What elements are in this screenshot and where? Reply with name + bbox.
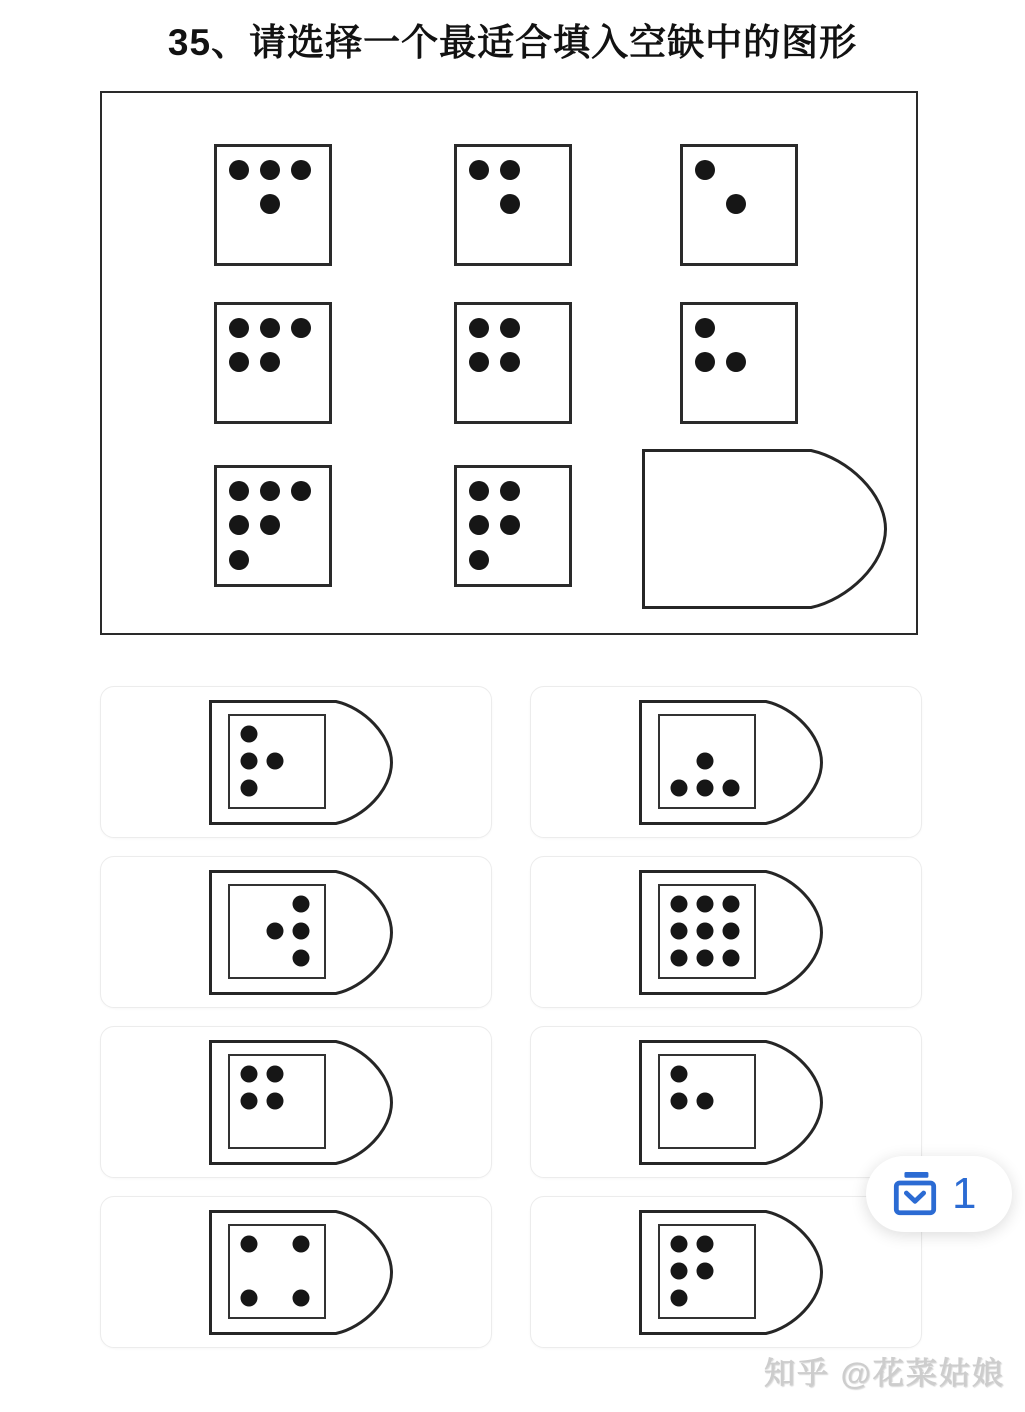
dot	[291, 481, 311, 501]
dot	[260, 160, 280, 180]
dot	[726, 194, 746, 214]
dot	[670, 1093, 687, 1110]
option-tag-shape	[209, 870, 393, 995]
dot	[260, 194, 280, 214]
dot	[260, 318, 280, 338]
dot	[240, 780, 257, 797]
collection-box-icon	[892, 1171, 938, 1218]
dot	[229, 160, 249, 180]
grid-cell	[454, 302, 572, 424]
option-card[interactable]	[530, 1196, 922, 1348]
grid-cell	[680, 302, 798, 424]
dot	[670, 1290, 687, 1307]
dot	[500, 318, 520, 338]
dot	[469, 352, 489, 372]
dot	[240, 753, 257, 770]
option-tag-shape	[639, 870, 823, 995]
option-tag-shape	[639, 1040, 823, 1165]
option-dot-square	[228, 884, 326, 979]
dot	[696, 895, 713, 912]
dot	[260, 481, 280, 501]
dot	[696, 1093, 713, 1110]
dot	[670, 895, 687, 912]
option-dot-square	[658, 1224, 756, 1319]
dot	[291, 160, 311, 180]
puzzle-grid	[100, 91, 918, 635]
dot	[695, 318, 715, 338]
dot	[670, 1263, 687, 1280]
dot	[292, 923, 309, 940]
option-card[interactable]	[100, 686, 492, 838]
dot	[292, 1290, 309, 1307]
dot	[229, 481, 249, 501]
grid-cell	[214, 144, 332, 266]
dot	[696, 950, 713, 967]
option-dot-square	[228, 1054, 326, 1149]
dot	[469, 160, 489, 180]
collection-badge[interactable]	[866, 1156, 1012, 1232]
dot	[469, 515, 489, 535]
option-card[interactable]	[530, 686, 922, 838]
dot	[500, 194, 520, 214]
dot	[292, 950, 309, 967]
option-card[interactable]	[530, 1026, 922, 1178]
dot	[670, 780, 687, 797]
dot	[240, 1093, 257, 1110]
dot	[696, 1263, 713, 1280]
grid-cell	[680, 144, 798, 266]
dot	[695, 160, 715, 180]
dot	[292, 895, 309, 912]
option-card[interactable]	[100, 1196, 492, 1348]
dot	[670, 1065, 687, 1082]
dot	[500, 352, 520, 372]
watermark: 知乎 @花菜姑娘	[764, 1356, 1005, 1391]
option-tag-shape	[209, 700, 393, 825]
question-title: 35、请选择一个最适合填入空缺中的图形	[167, 22, 858, 63]
dot	[469, 550, 489, 570]
option-tag-shape	[209, 1040, 393, 1165]
dot	[292, 1235, 309, 1252]
dot	[726, 352, 746, 372]
dot	[722, 780, 739, 797]
option-dot-square	[658, 714, 756, 809]
dot	[696, 923, 713, 940]
dot	[696, 1235, 713, 1252]
dot	[229, 515, 249, 535]
dot	[266, 923, 283, 940]
dot	[240, 725, 257, 742]
dot	[229, 550, 249, 570]
dot	[240, 1290, 257, 1307]
option-tag-shape	[639, 1210, 823, 1335]
dot	[695, 352, 715, 372]
option-tag-shape	[639, 700, 823, 825]
dot	[229, 318, 249, 338]
dot	[260, 352, 280, 372]
dot	[240, 1065, 257, 1082]
dot	[500, 515, 520, 535]
dot	[291, 318, 311, 338]
option-dot-square	[228, 1224, 326, 1319]
dot	[722, 895, 739, 912]
option-tag-shape	[209, 1210, 393, 1335]
dot	[266, 1065, 283, 1082]
option-card[interactable]	[530, 856, 922, 1008]
dot	[500, 160, 520, 180]
dot	[260, 515, 280, 535]
grid-cell	[454, 465, 572, 587]
dot	[229, 352, 249, 372]
badge-count: 1	[952, 1169, 977, 1218]
dot	[670, 923, 687, 940]
option-dot-square	[658, 1054, 756, 1149]
dot	[670, 1235, 687, 1252]
dot	[722, 950, 739, 967]
option-card[interactable]	[100, 856, 492, 1008]
dot	[696, 753, 713, 770]
dot	[469, 318, 489, 338]
dot	[670, 950, 687, 967]
dot	[500, 481, 520, 501]
dot	[266, 753, 283, 770]
grid-cell	[214, 302, 332, 424]
grid-cell	[454, 144, 572, 266]
dot	[469, 481, 489, 501]
option-dot-square	[658, 884, 756, 979]
option-dot-square	[228, 714, 326, 809]
dot	[696, 780, 713, 797]
dot	[240, 1235, 257, 1252]
grid-cell	[214, 465, 332, 587]
dot	[266, 1093, 283, 1110]
dot	[722, 923, 739, 940]
answer-blank-shape	[642, 449, 887, 609]
option-card[interactable]	[100, 1026, 492, 1178]
